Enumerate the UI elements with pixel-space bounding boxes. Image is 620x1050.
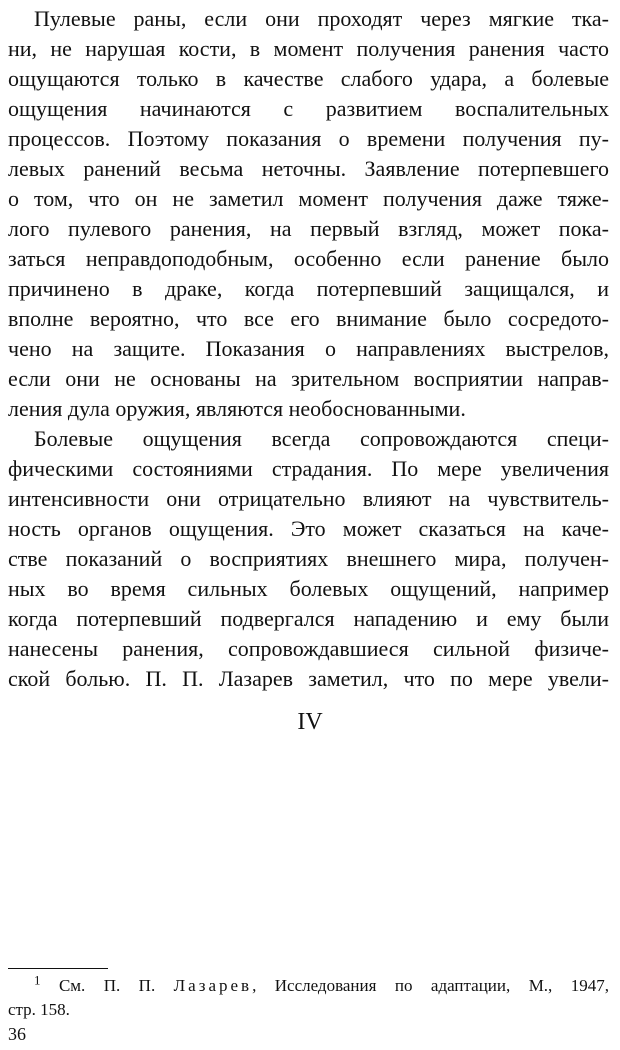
- text-line: стве показаний о восприятиях внешнего мира, получен-: [8, 546, 609, 571]
- footnote-source: , Исследования по адаптации, М., 1947,: [252, 976, 609, 995]
- text-line: фическими состояниями страдания. По мере увеличения: [8, 456, 609, 481]
- text-line: левых ранений весьма неточны. Заявление потерпевшего: [8, 156, 609, 181]
- text-line: ощущаются только в качестве слабого удара, а болевые: [8, 66, 609, 91]
- text-line: заться неправдоподобным, особенно если ранение было: [8, 246, 609, 271]
- text-line: если они не основаны на зрительном восприятии направ-: [8, 366, 609, 391]
- text-line: чено на защите. Показания о направлениях выстрелов,: [8, 336, 609, 361]
- footnote-marker: 1: [34, 972, 41, 988]
- text-line: лого пулевого ранения, на первый взгляд, может пока-: [8, 216, 609, 241]
- text-line: интенсивности они отрицательно влияют на чувствитель-: [8, 486, 609, 511]
- text-line: ность органов ощущения. Это может сказаться на каче-: [8, 516, 609, 541]
- footnote-line: [34, 974, 609, 998]
- page-number: 36: [8, 1024, 26, 1044]
- footnote-author: Лазарев: [173, 976, 253, 995]
- text-line: ных во время сильных болевых ощущений, например: [8, 576, 609, 601]
- text-line: ления дула оружия, являются необоснованными.: [8, 396, 466, 421]
- footnote-lead: См. П. П.: [58, 976, 156, 995]
- text-line: нанесены ранения, сопровождавшиеся сильной физиче-: [8, 636, 609, 661]
- text-line: Пулевые раны, если они проходят через мягкие тка-: [34, 6, 609, 31]
- text-line: ощущения начинаются с развитием воспалительных: [8, 96, 609, 121]
- text-line: Болевые ощущения всегда сопровождаются специ-: [34, 426, 609, 451]
- section-heading: IV: [297, 709, 323, 735]
- footnote-rule: [8, 968, 108, 969]
- text-line: о том, что он не заметил момент получения даже тяже-: [8, 186, 609, 211]
- text-line: причинено в драке, когда потерпевший защищался, и: [8, 276, 609, 301]
- text-line: процессов. Поэтому показания о времени получения пу-: [8, 126, 609, 151]
- footnote-continuation: стр. 158.: [8, 1000, 70, 1019]
- text-line: ской болью. П. П. Лазарев заметил, что по мере увели-: [8, 666, 609, 691]
- text-line: ни, не нарушая кости, в момент получения ранения часто: [8, 36, 609, 61]
- text-line: вполне вероятно, что все его внимание было сосредото-: [8, 306, 609, 331]
- text-line: когда потерпевший подвергался нападению и ему были: [8, 606, 609, 631]
